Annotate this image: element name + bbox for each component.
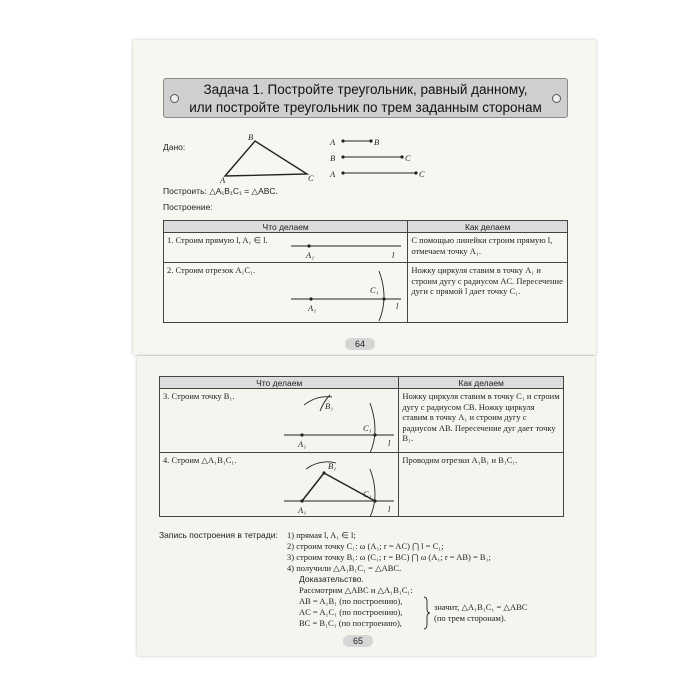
seg2-end: C — [405, 153, 411, 163]
step1-l: l — [392, 250, 395, 260]
page-number-bottom: 65 — [343, 635, 373, 647]
proof-lines — [299, 596, 402, 629]
rivet-right-icon — [552, 94, 561, 103]
proof-intro: Рассмотрим △ABC и △A₁B₁C₁: — [299, 585, 413, 595]
record-line-1: 1) прямая l, A₁ ∈ l; — [287, 530, 356, 540]
step3-b1: B₁ — [325, 401, 334, 411]
record-line-2: 2) строим точку C₁: ω (A₁; r = AC) ⋂ l = C₁; — [287, 541, 444, 551]
proof-conclusion — [434, 602, 527, 624]
col-how-header: Как делаем — [408, 221, 568, 233]
step2-c1: C₁ — [370, 285, 379, 295]
steps-table-bottom — [159, 376, 564, 517]
vertex-b: B — [248, 132, 254, 142]
step4-c1: C₁ — [363, 489, 372, 499]
conclusion-line-2: (по трем сторонам). — [434, 613, 506, 623]
record-line-3: 3) строим точку B₁: ω (C₁; r = BC) ⋂ ω (A₁; r = AB) = B₁; — [287, 552, 491, 562]
step2-how: Ножку циркуля ставим в точку A₁ и строим дугу с радиусом AC. Пересечение дуги с прямой l дает точку C₁. — [408, 263, 568, 323]
col-what-header-2: Что делаем — [160, 377, 399, 389]
step1-how: С помощью линейки строим прямую l, отмечаем точку A₁. — [408, 233, 568, 263]
proof-line-3: BC = B₁C₁ (по построению), — [299, 618, 402, 628]
step2-l: l — [396, 301, 399, 311]
table-row — [164, 233, 568, 263]
task-title-line1: Задача 1. Постройте треугольник, равный данному, — [203, 82, 528, 97]
seg1-end: B — [374, 137, 380, 147]
table-row — [160, 389, 564, 453]
step4-l: l — [388, 504, 391, 514]
step3-what: 3. Строим точку B₁. — [163, 391, 235, 401]
seg2-start: B — [330, 153, 336, 163]
step1-what: 1. Строим прямую l, A₁ ∈ l. — [167, 235, 268, 245]
step2-a1: A₁ — [308, 303, 317, 313]
construction-label: Построение: — [163, 202, 213, 212]
page-number-top: 64 — [345, 338, 375, 350]
record-lines — [287, 530, 491, 596]
rivet-left-icon — [170, 94, 179, 103]
steps-table-top — [163, 220, 568, 323]
proof-line-2: AC = A₁C₁ (по построению), — [299, 607, 403, 617]
table-row — [160, 453, 564, 517]
step3-how: Ножку циркуля ставим в точку C₁ и строим дугу с радиусом CB. Ножку циркуля ставим в точку A₁ и строим дугу с радиусом AB. Пересечение дуг дает точку B₁. — [399, 389, 564, 453]
record-label: Запись построения в тетради: — [159, 530, 278, 540]
vertex-c: C — [308, 173, 314, 183]
step3-a1: A₁ — [298, 439, 307, 449]
col-what-header: Что делаем — [164, 221, 408, 233]
given-triangle — [217, 132, 317, 182]
step4-b1: B₁ — [328, 461, 337, 471]
page-65 — [137, 356, 595, 656]
step4-a1: A₁ — [298, 505, 307, 515]
col-how-header-2: Как делаем — [399, 377, 564, 389]
task-banner — [163, 78, 568, 118]
step2-figure — [289, 267, 404, 322]
page-64 — [133, 40, 596, 355]
given-label: Дано: — [163, 142, 186, 152]
step4-how: Проводим отрезки A₁B₁ и B₁C₁. — [399, 453, 564, 517]
vertex-a: A — [220, 175, 226, 185]
step4-what: 4. Строим △A₁B₁C₁. — [163, 455, 237, 465]
seg1-start: A — [330, 137, 336, 147]
given-segments — [338, 136, 428, 176]
construct-goal: Построить: △A₁B₁C₁ = △ABC. — [163, 186, 278, 196]
seg3-end: C — [419, 169, 425, 179]
seg3-start: A — [330, 169, 336, 179]
curly-brace-icon — [422, 596, 432, 630]
step3-c1: C₁ — [363, 423, 372, 433]
table-row — [164, 263, 568, 323]
task-title-line2: или постройте треугольник по трем заданным сторонам — [189, 100, 542, 115]
record-line-4: 4) получили △A₁B₁C₁ = △ABC. — [287, 563, 402, 573]
step2-what: 2. Строим отрезок A₁C₁. — [167, 265, 256, 275]
proof-line-1: AB = A₁B₁ (по построению), — [299, 596, 403, 606]
conclusion-line-1: значит, △A₁B₁C₁ = △ABC — [434, 602, 528, 612]
proof-title: Доказательство. — [299, 574, 364, 584]
step1-a1: A₁ — [306, 250, 315, 260]
step3-l: l — [388, 438, 391, 448]
